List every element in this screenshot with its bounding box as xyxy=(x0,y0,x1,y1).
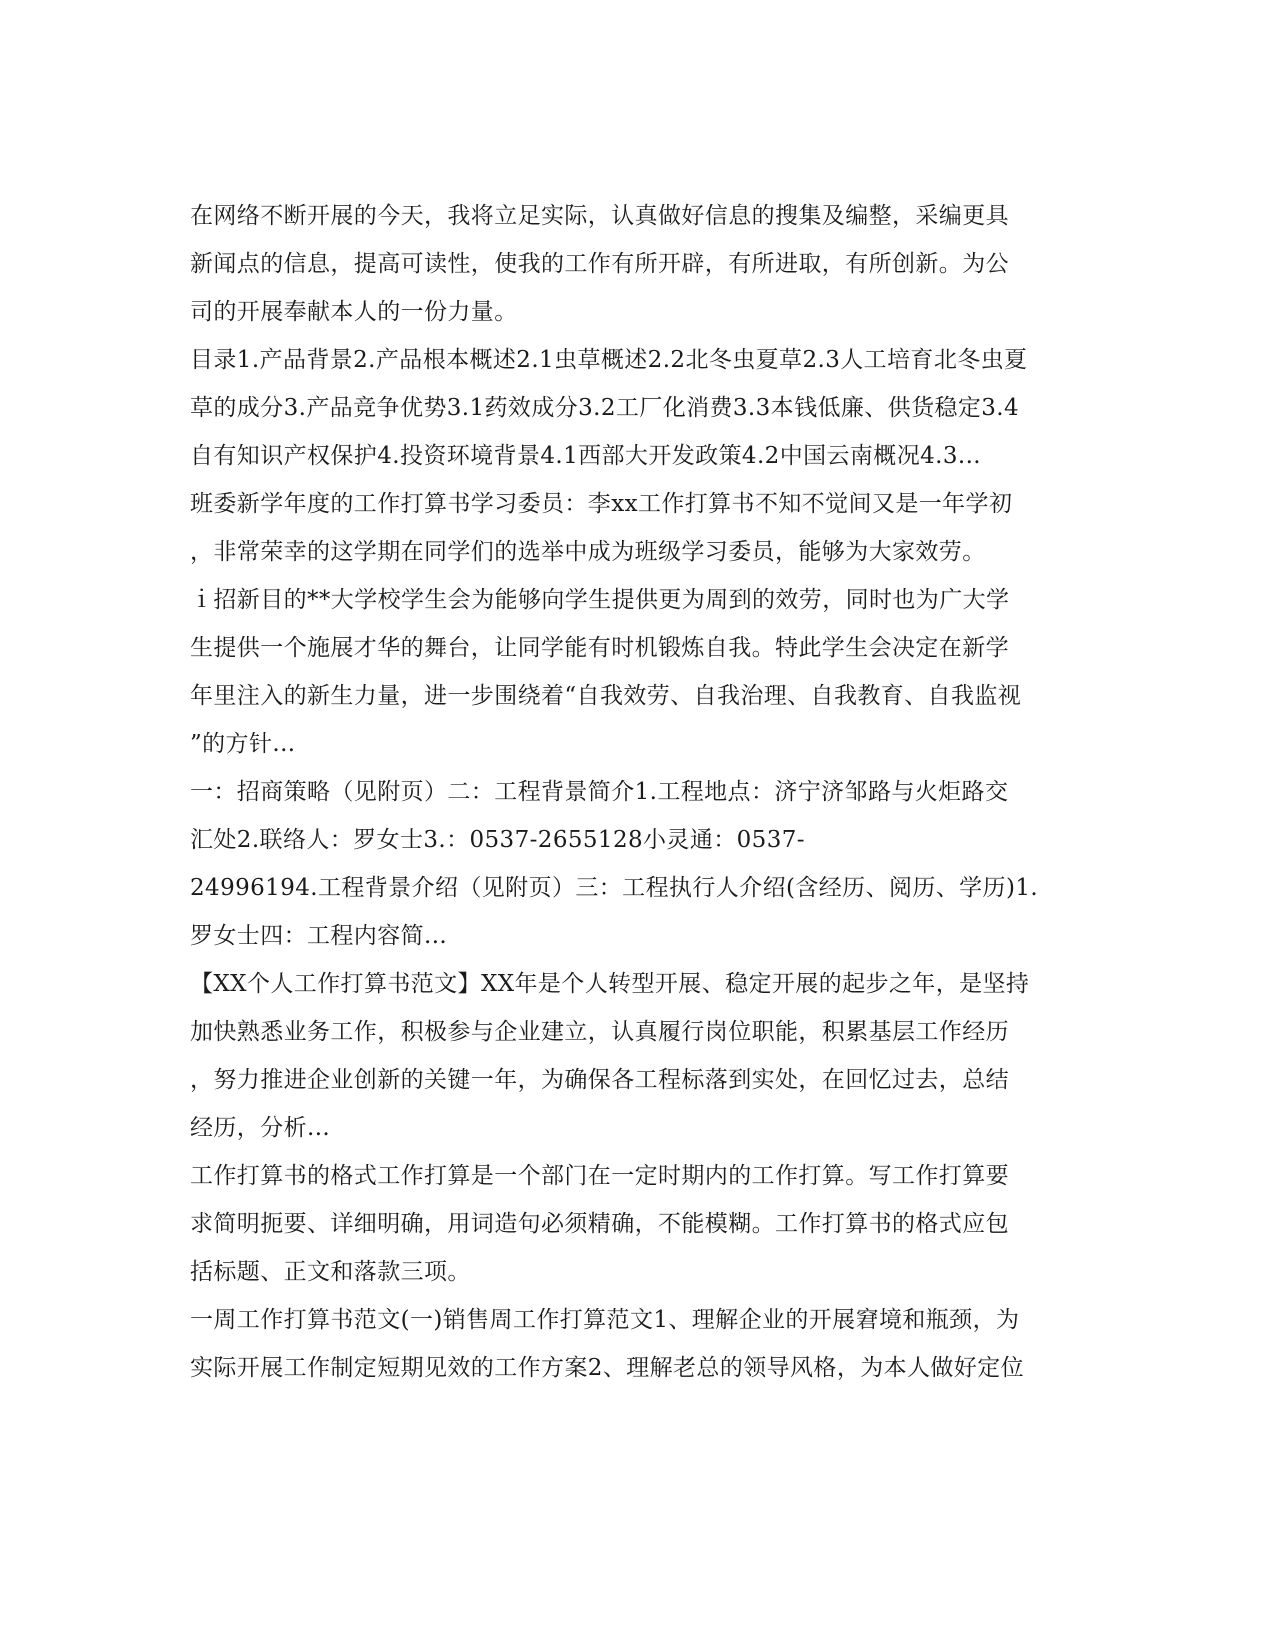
text-line: 经历，分析... xyxy=(190,1115,331,1141)
text-line: 汇处2.联络人：罗女士3.：0537-2655128小灵通：0537- xyxy=(190,827,805,853)
text-line: ”的方针... xyxy=(190,731,296,757)
text-line: 草的成分3.产品竞争优势3.1药效成分3.2工厂化消费3.3本钱低廉、供货稳定3.4 xyxy=(190,395,1020,421)
text-line: 在网络不断开展的今天，我将立足实际，认真做好信息的搜集及编整，采编更具 xyxy=(190,203,1009,229)
text-line: 工作打算书的格式工作打算是一个部门在一定时期内的工作打算。写工作打算要 xyxy=(190,1163,1009,1189)
text-line: 年里注入的新生力量，进一步围绕着“自我效劳、自我治理、自我教育、自我监视 xyxy=(190,683,1022,709)
text-line: 生提供一个施展才华的舞台，让同学能有时机锻炼自我。特此学生会决定在新学 xyxy=(190,635,1009,661)
text-line: ，努力推进企业创新的关键一年，为确保各工程标落到实处，在回忆过去，总结 xyxy=(190,1067,1009,1093)
text-line: ｉ招新目的**大学校学生会为能够向学生提供更为周到的效劳，同时也为广大学 xyxy=(190,587,1010,613)
text-line: 司的开展奉献本人的一份力量。 xyxy=(190,299,518,325)
text-line: 实际开展工作制定短期见效的工作方案2、理解老总的领导风格，为本人做好定位 xyxy=(190,1355,1025,1381)
text-line: 罗女士四：工程内容简... xyxy=(190,923,448,949)
text-line: 自有知识产权保护4.投资环境背景4.1西部大开发政策4.2中国云南概况4.3... xyxy=(190,443,982,469)
text-line: 班委新学年度的工作打算书学习委员：李xx工作打算书不知不觉间又是一年学初 xyxy=(190,491,1013,517)
text-line: 加快熟悉业务工作，积极参与企业建立，认真履行岗位职能，积累基层工作经历 xyxy=(190,1019,1009,1045)
text-line: 新闻点的信息，提高可读性，使我的工作有所开辟，有所进取，有所创新。为公 xyxy=(190,251,1009,277)
text-line: 一：招商策略（见附页）二：工程背景简介1.工程地点：济宁济邹路与火炬路交 xyxy=(190,779,1009,805)
text-line: ，非常荣幸的这学期在同学们的选举中成为班级学习委员，能够为大家效劳。 xyxy=(190,539,986,565)
text-line: 一周工作打算书范文(一)销售周工作打算范文1、理解企业的开展窘境和瓶颈，为 xyxy=(190,1307,1020,1333)
text-line: 求简明扼要、详细明确，用词造句必须精确，不能模糊。工作打算书的格式应包 xyxy=(190,1211,1009,1237)
text-line: 【XX个人工作打算书范文】XX年是个人转型开展、稳定开展的起步之年，是坚持 xyxy=(190,971,1030,997)
text-line: 24996194.工程背景介绍（见附页）三：工程执行人介绍(含经历、阅历、学历)1. xyxy=(190,875,1039,901)
text-line: 括标题、正文和落款三项。 xyxy=(190,1259,471,1285)
text-line: 目录1.产品背景2.产品根本概述2.1虫草概述2.2北冬虫夏草2.3人工培育北冬虫夏 xyxy=(190,347,1028,373)
